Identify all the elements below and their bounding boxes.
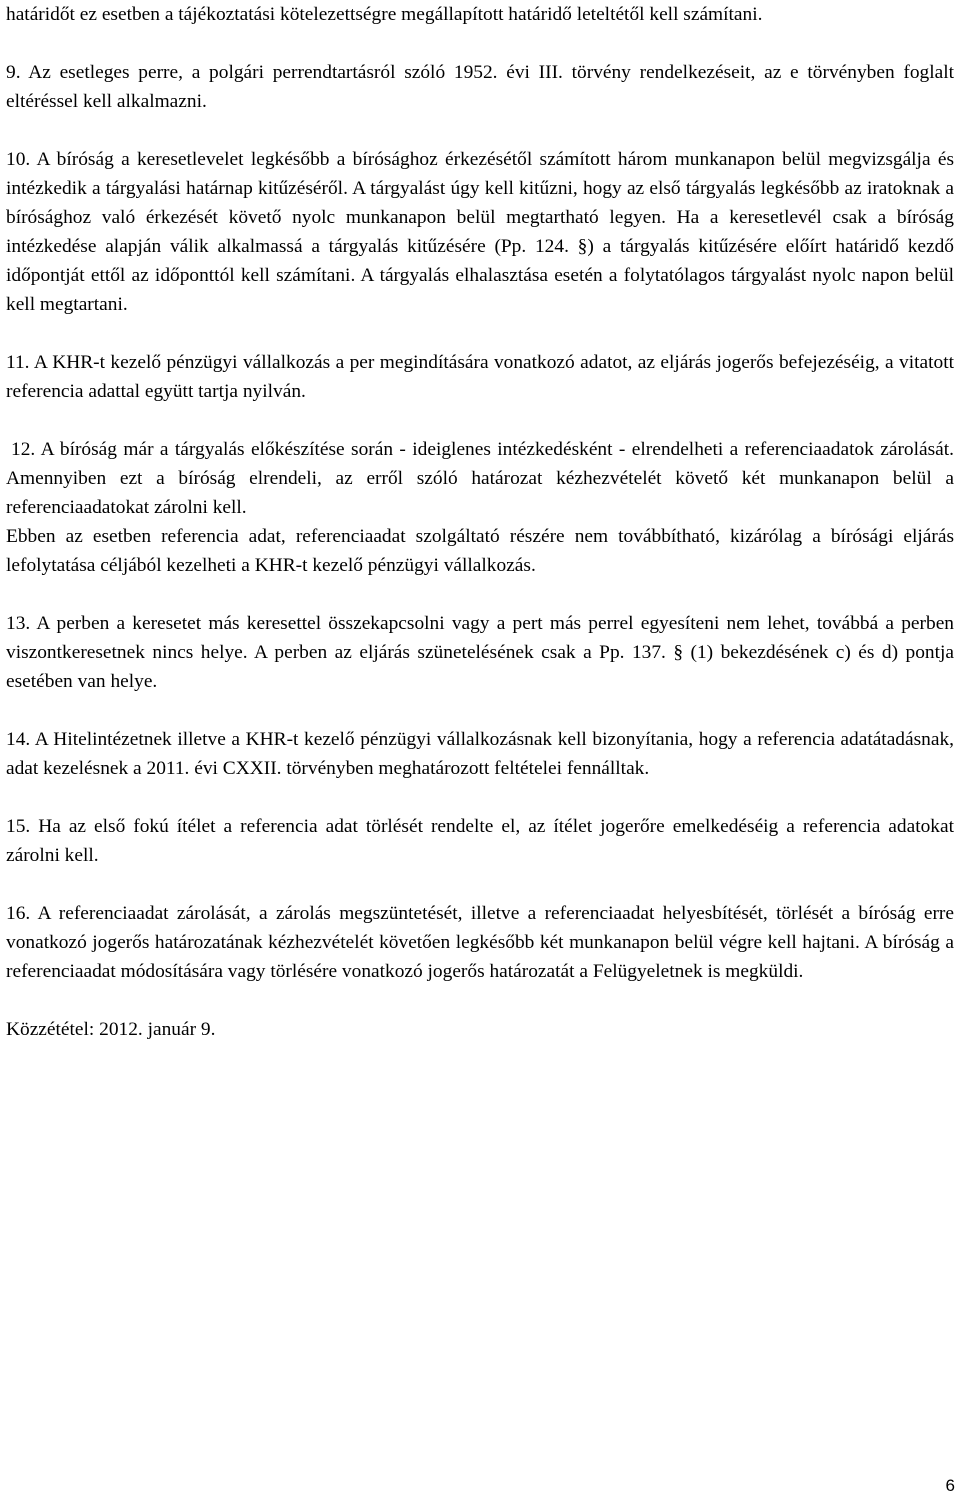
paragraph-continuation: határidőt ez esetben a tájékoztatási kötelezettségre megállapított határidő leteltétől kell számítani. [6,4,763,25]
page-number: 6 [945,1476,955,1495]
paragraph-10: 10. A bíróság a keresetlevelet legkésőbb a bírósághoz érkezésétől számított három munkanapon belül megvizsgálja és intézkedik a tárgyalási határnap kitűzéséről. A tárgyalást úgy kell kitűzni, hogy az első tárgyalás legkésőbb az iratoknak a bírósághoz való érkezését követő nyolc munkanapon belül megtartható legyen. Ha a keresetlevél csak a bíróság intézkedése alapján válik alkalmassá a tárgyalás kitűzésére (Pp. 124. §) a tárgyalás kitűzésére előírt határidő kezdő időpontját ettől az időponttól kell számítani. A tárgyalás elhalasztása esetén a folytatólagos tárgyalást nyolc napon belül kell megtartani. [6,149,954,315]
publication-date: Közzététel: 2012. január 9. [6,1019,216,1040]
paragraph-14: 14. A Hitelintézetnek illetve a KHR-t kezelő pénzügyi vállalkozásnak kell bizonyítania, hogy a referencia adatátadásnak, adat kezelésnek a 2011. évi CXXII. törvényben meghatározott feltételei fennálltak. [6,729,954,779]
paragraph-11: 11. A KHR-t kezelő pénzügyi vállalkozás a per megindítására vonatkozó adatot, az eljárás jogerős befejezéséig, a vitatott referencia adattal együtt tartja nyilván. [6,352,954,402]
paragraph-16: 16. A referenciaadat zárolását, a zárolás megszüntetését, illetve a referenciaadat helyesbítését, törlését a bíróság erre vonatkozó jogerős határozatának kézhezvételét követően legkésőbb két munkanapon belül végre kell hajtani. A bíróság a referenciaadat módosítására vagy törlésére vonatkozó jogerős határozatát a Felügyeletnek is megküldi. [6,903,954,982]
paragraph-12: 12. A bíróság már a tárgyalás előkészítése során - ideiglenes intézkedésként - elrendelheti a referenciaadatok zárolását. Amennyiben ezt a bíróság elrendeli, az erről szóló határozat kézhezvételét követő két munkanapon belül a referenciaadatokat zárolni kell. [6,439,954,518]
paragraph-12-continued: Ebben az esetben referencia adat, referenciaadat szolgáltató részére nem továbbítható, kizárólag a bírósági eljárás lefolytatása céljából kezelheti a KHR-t kezelő pénzügyi vállalkozás. [6,526,954,576]
paragraph-13: 13. A perben a keresetet más keresettel összekapcsolni vagy a pert más perrel egyesíteni nem lehet, továbbá a perben viszontkeresetnek nincs helye. A perben az eljárás szünetelésének csak a Pp. 137. § (1) bekezdésének c) és d) pontja esetében van helye. [6,613,954,692]
paragraph-15: 15. Ha az első fokú ítélet a referencia adat törlését rendelte el, az ítélet jogerőre emelkedéséig a referencia adatokat zárolni kell. [6,816,954,866]
paragraph-9: 9. Az esetleges perre, a polgári perrendtartásról szóló 1952. évi III. törvény rendelkezéseit, az e törvényben foglalt eltéréssel kell alkalmazni. [6,62,954,112]
document-page [6,0,954,1044]
